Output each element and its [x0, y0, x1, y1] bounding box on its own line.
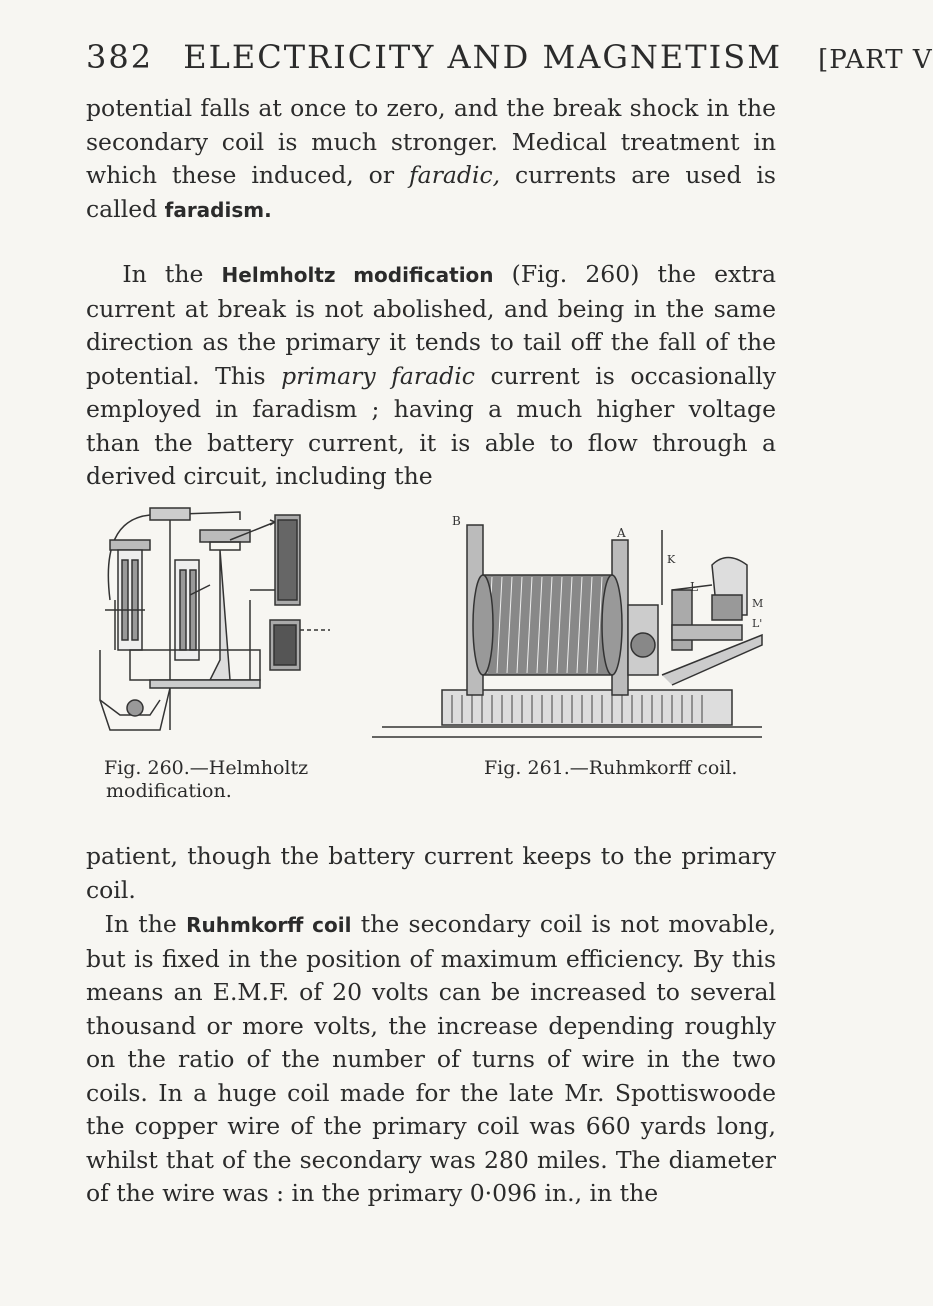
- paragraph-4: [86, 908, 776, 1211]
- fig-260-helmholtz-diagram: [90, 500, 360, 750]
- paragraph-1: [86, 92, 776, 227]
- para2-start: In the: [122, 260, 222, 288]
- fig261-label-a: A: [617, 526, 626, 540]
- fig261-label-l: L: [690, 580, 698, 594]
- fig-260-caption-line2: modification.: [106, 780, 232, 802]
- para1-text: potential falls at once to zero, and the break shock in the secondary coil is much stronger. Medical treatment in which these induced, or: [86, 94, 776, 189]
- fig261-label-b: B: [452, 514, 461, 528]
- fig261-label-k: K: [667, 553, 676, 566]
- term-faradism: faradism.: [164, 197, 272, 222]
- part-label: [PART V: [818, 45, 933, 75]
- para4-end: the secondary coil is not movable, but is fixed in the position of maximum efficiency. By this means an E.M.F. of 20 volts can be increased to several thousand or more volts, the increase depending roughly on the ratio of the number of turns of wire in the two coils. In a huge coil made for the late Mr. Spottiswoode the copper wire of the primary coil was 660 yards long, whilst that of the secondary was 280 miles. The diameter of the wire was : in the primary 0·096 in., in the: [86, 910, 776, 1207]
- fig-260-caption-line1: Fig. 260.—Helmholtz: [104, 757, 309, 779]
- term-ruhmkorff: Ruhmkorff coil: [186, 913, 352, 937]
- para2-mid: (Fig. 260) the extra current at break is not abolished, and being in the same direction as the primary it tends to tail off the fall of the potential. This: [86, 260, 776, 390]
- para1-end: currents are used is called: [86, 161, 776, 223]
- para2-end: current is occasionally employed in faradism ; having a much higher voltage than the battery current, it is able to flow through a derived circuit, including the: [86, 361, 776, 490]
- para4-start: In the: [104, 910, 187, 938]
- paragraph-2: [86, 258, 776, 494]
- term-primary-faradic: primary faradic: [281, 361, 475, 390]
- term-helmholtz: Helmholtz modification: [221, 263, 494, 287]
- page-number: 382: [86, 38, 154, 76]
- running-title: ELECTRICITY AND MAGNETISM: [183, 38, 782, 76]
- fig261-label-l-prime: L': [752, 617, 763, 630]
- fig-261-caption: Fig. 261.—Ruhmkorff coil.: [484, 757, 738, 779]
- running-header: [86, 38, 933, 76]
- paragraph-3: patient, though the battery current keeps to the primary coil.: [86, 842, 776, 904]
- fig-260-caption: [104, 757, 308, 803]
- fig261-label-m: M: [752, 597, 764, 610]
- term-faradic: faradic,: [408, 161, 501, 189]
- fig-261-ruhmkorff-diagram: [372, 495, 772, 750]
